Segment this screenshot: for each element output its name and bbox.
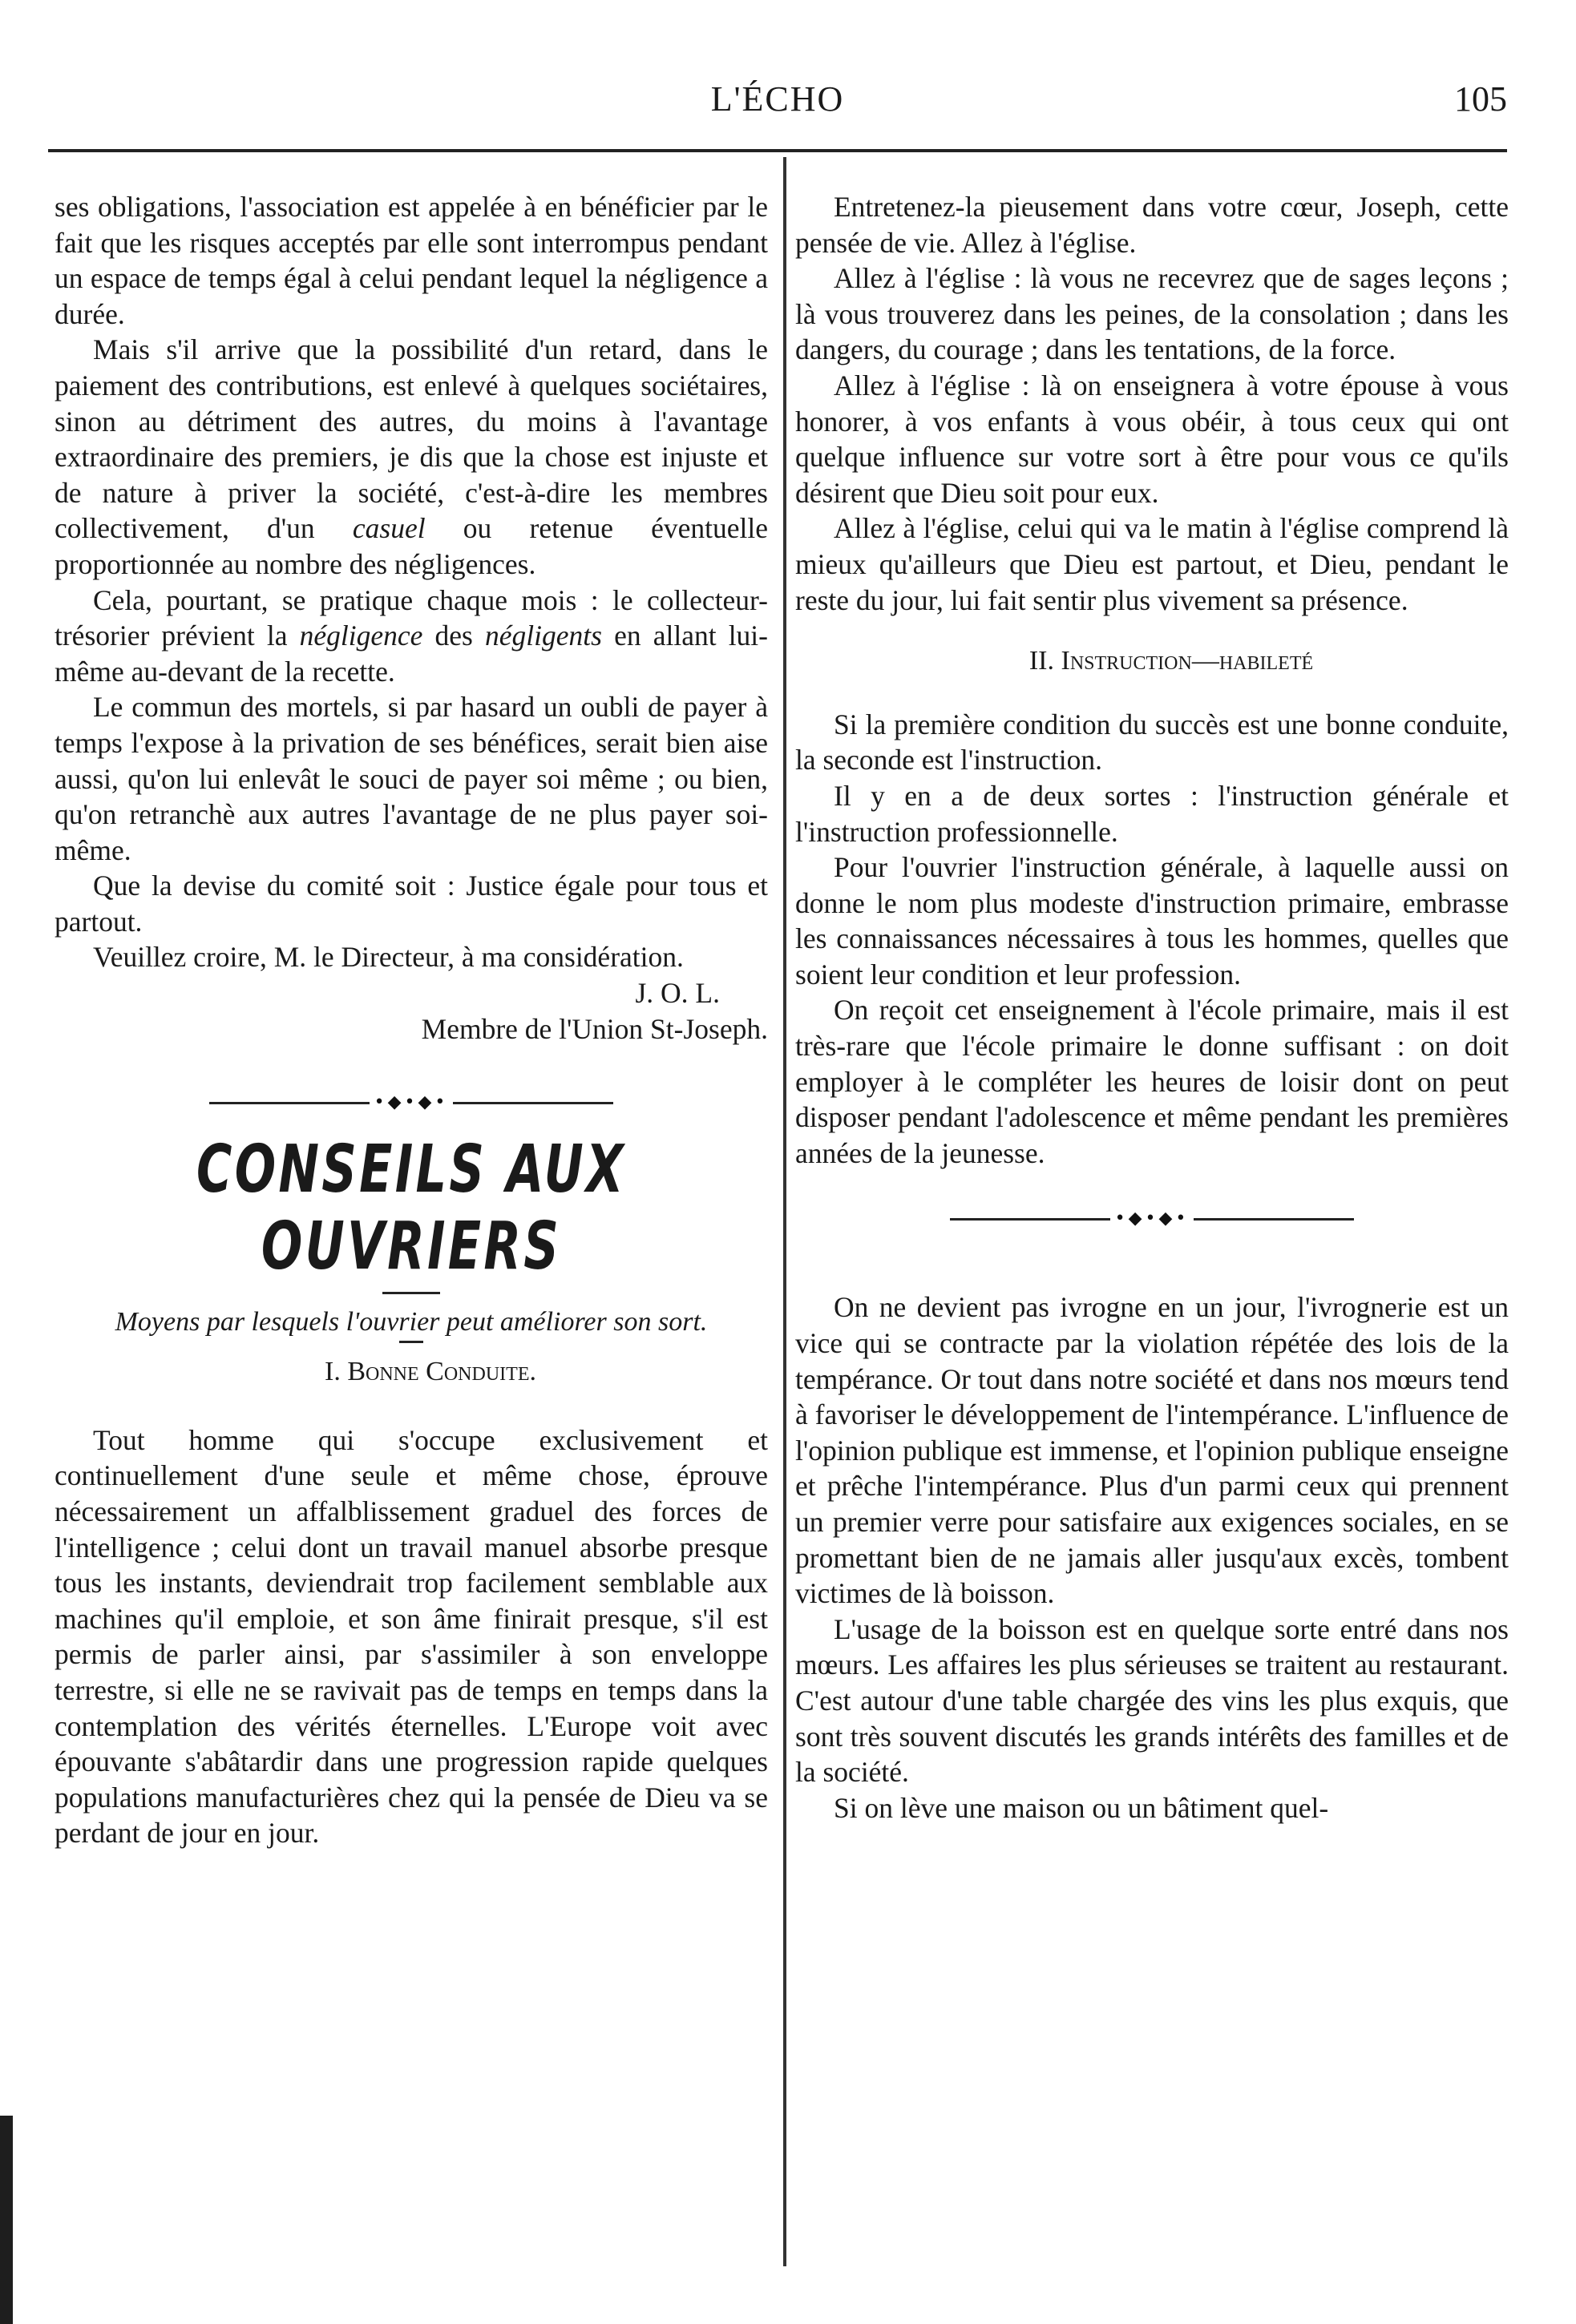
journal-title: L'ÉCHO bbox=[710, 79, 845, 119]
italic-term: négligence bbox=[299, 619, 423, 652]
paragraph: Si la première condition du succès est une bonne conduite, la seconde est l'instruction. bbox=[795, 708, 1509, 777]
ornament-line bbox=[950, 1218, 1110, 1221]
signature-initials: J. O. L. bbox=[635, 977, 720, 1010]
paragraph: On reçoit cet enseignement à l'école primaire, mais il est très-rare que l'école primaire le donne suffisant : on doit employer à le compléter les heures de loisir dont on peut disposer pendant l'adolescence et même pendant les premières années de la jeunesse. bbox=[795, 994, 1509, 1169]
paragraph: Le commun des mortels, si par hasard un oubli de payer à temps l'expose à la privation de ses bénéfices, serait bien aise aussi, qu'on lui enlevât le souci de payer soi même ; ou bien, qu'on retranchè aux autres l'avantage de ne plus payer soi-même. bbox=[55, 691, 768, 866]
article-title: CONSEILS AUX OUVRIERS bbox=[196, 1132, 626, 1285]
paragraph: Pour l'ouvrier l'instruction générale, à laquelle aussi on donne le nom plus modeste d'instruction primaire, embrasse les connaissances nécessaires à tous les hommes, quelles que soient leur condition et leur profession. bbox=[795, 851, 1509, 991]
ornament-glyphs: •◆•◆• bbox=[374, 1091, 449, 1112]
ornament-line bbox=[209, 1102, 370, 1104]
article-subtitle: Moyens par lesquels l'ouvrier peut améliorer son sort. bbox=[115, 1307, 708, 1338]
italic-term: négligents bbox=[485, 619, 602, 652]
page-header bbox=[48, 79, 1507, 143]
left-column bbox=[55, 189, 768, 1851]
paragraph: Allez à l'église : là on enseignera à votre épouse à vous honorer, à vos enfants à vous obéir, à tous ceux qui ont quelque influence sur votre sort à être pour vous ce qu'ils désirent que Dieu soit pour eux. bbox=[795, 369, 1509, 509]
subtitle-rule bbox=[399, 1341, 423, 1343]
section-ornament bbox=[795, 1195, 1509, 1243]
paragraph: Veuillez croire, M. le Directeur, à ma considération. bbox=[93, 941, 684, 974]
section-heading: I. Bonne Conduite. bbox=[325, 1357, 536, 1387]
paragraph: Allez à l'église, celui qui va le matin à l'église comprend là mieux qu'ailleurs que Dieu est partout, et Dieu, pendant le reste du jour, lui fait sentir plus vivement sa présence. bbox=[795, 512, 1509, 616]
column-divider bbox=[783, 157, 786, 2266]
paragraph: ses obligations, l'association est appelée à en bénéficier par le fait que les risques acceptés par elle sont interrompus pendant un espace de temps égal à celui pendant lequel la négligence a durée. bbox=[55, 191, 768, 330]
paragraph: Allez à l'église : là vous ne recevrez que de sages leçons ; là vous trouverez dans les peines, de la consolation ; dans les dangers, du courage ; dans les tentations, de la force. bbox=[795, 262, 1509, 366]
ornament-line bbox=[1194, 1218, 1354, 1221]
italic-term: casuel bbox=[352, 512, 426, 545]
header-rule bbox=[48, 149, 1507, 152]
scan-edge-bar bbox=[0, 2116, 13, 2324]
paragraph: L'usage de la boisson est en quelque sorte entré dans nos mœurs. Les affaires les plus sérieuses se traitent au restaurant. C'est autour d'une table chargée des vins les plus exquis, que sont très souvent discutés les grands intérêts des familles et de la société. bbox=[795, 1612, 1509, 1789]
title-rule bbox=[382, 1292, 440, 1294]
page-number: 105 bbox=[1454, 79, 1507, 119]
signature-role: Membre de l'Union St-Joseph. bbox=[421, 1012, 768, 1045]
right-column bbox=[795, 189, 1509, 1826]
paragraph: Si on lève une maison ou un bâtiment quel- bbox=[834, 1791, 1329, 1824]
section-ornament bbox=[55, 1079, 768, 1127]
paragraph: Cela, pourtant, se pratique chaque mois : le collecteur-trésorier prévient la négligence des négligents en allant lui-même au-devant de la recette. bbox=[55, 583, 768, 688]
paragraph: Il y en a de deux sortes : l'instruction générale et l'instruction professionnelle. bbox=[795, 779, 1509, 848]
paragraph: Que la devise du comité soit : Justice égale pour tous et partout. bbox=[55, 869, 768, 938]
section-heading: II. Instruction—habileté bbox=[1028, 646, 1314, 676]
ornament-glyphs: •◆•◆• bbox=[1114, 1208, 1190, 1229]
paragraph: On ne devient pas ivrogne en un jour, l'ivrognerie est un vice qui se contracte par la violation répétée des lois de la tempérance. Or tout dans notre société et dans nos mœurs tend à favoriser le développement de l'intempérance. L'influence de l'opinion publique est immense, et l'opinion publique enseigne et prêche l'intempérance. Plus d'un parmi ceux qui prennent un premier verre pour satisfaire aux exigences sociales, en se promettant bien de ne jamais aller jusqu'aux excès, tombent victimes de là boisson. bbox=[795, 1291, 1509, 1610]
paragraph: Mais s'il arrive que la possibilité d'un retard, dans le paiement des contributions, est enlevé à quelques sociétaires, sinon au détriment des autres, du moins à l'avantage extraordinaire des premiers, je dis que la chose est injuste et de nature à priver la société, c'est-à-dire les membres collectivement, d'un casuel ou retenue éventuelle proportionnée au nombre des négligences. bbox=[55, 333, 769, 580]
ornament-line bbox=[453, 1102, 613, 1104]
paragraph: Entretenez-la pieusement dans votre cœur, Joseph, cette pensée de vie. Allez à l'église. bbox=[795, 191, 1509, 259]
paragraph: Tout homme qui s'occupe exclusivement et continuellement d'une seule et même chose, éprouve nécessairement un affalblissement graduel des forces de l'intelligence ; celui dont un travail manuel absorbe presque tous les instants, deviendrait trop facilement semblable aux machines qu'il emploie, et son âme finirait presque, s'il est permis de parler ainsi, par s'assimiler à son enveloppe terrestre, si elle ne se ravivait pas de temps en temps dans la contemplation des vérités éternelles. L'Europe voit avec épouvante s'abâtardir dans une progression rapide quelques populations manufacturières chez qui la pensée de Dieu va se perdant de jour en jour. bbox=[55, 1423, 768, 1850]
